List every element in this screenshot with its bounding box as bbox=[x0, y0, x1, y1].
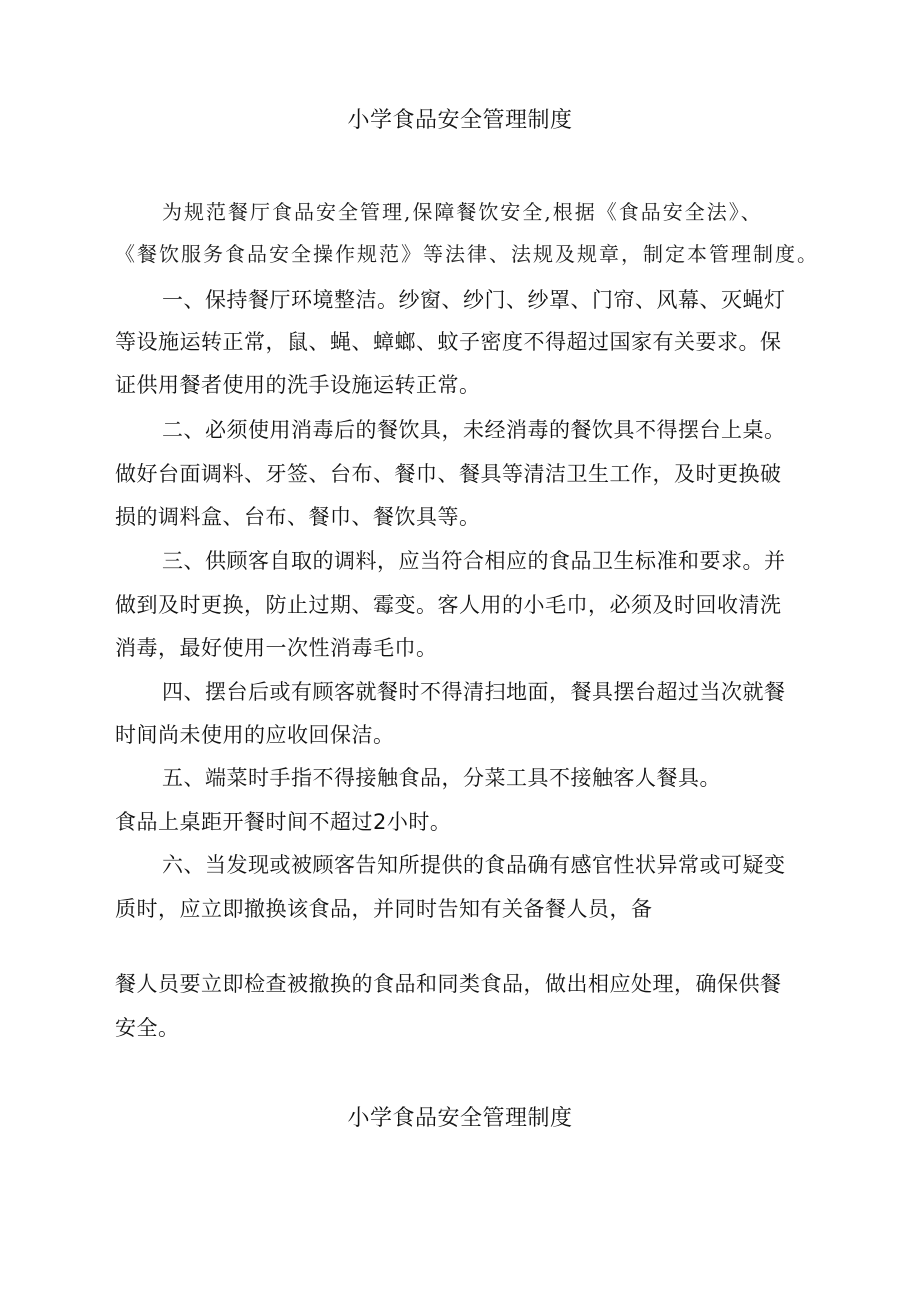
section-2-line-2: 做好台面调料、牙签、台布、餐巾、餐具等清洁卫生工作，及时更换破 bbox=[115, 462, 782, 486]
section-1-line-3: 证供用餐者使用的洗手设施运转正常。 bbox=[115, 373, 481, 397]
section-6-line-4: 安全。 bbox=[115, 1016, 180, 1040]
intro-line-1: 为规范餐厅食品安全管理,保障餐饮安全,根据《食品安全法》、 bbox=[162, 200, 763, 224]
section-1-line-1: 一、保持餐厅环境整洁。纱窗、纱门、纱罩、门帘、风幕、灭蝇灯 bbox=[162, 288, 786, 312]
section-4-line-2: 时间尚未使用的应收回保洁。 bbox=[115, 723, 395, 747]
section-5-line-1: 五、端菜时手指不得接触食品，分菜工具不接触客人餐具。 bbox=[162, 766, 721, 790]
section-2-line-1: 二、必须使用消毒后的餐饮具，未经消毒的餐饮具不得摆台上桌。 bbox=[162, 418, 786, 442]
intro-line-2: 《餐饮服务食品安全操作规范》等法律、法规及规章，制定本管理制度。 bbox=[115, 242, 819, 266]
section-6-line-2: 质时，应立即撤换该食品，并同时告知有关备餐人员，备 bbox=[115, 897, 653, 921]
section-3-line-3: 消毒，最好使用一次性消毒毛巾。 bbox=[115, 636, 438, 660]
section-3-line-1: 三、供顾客自取的调料，应当符合相应的食品卫生标准和要求。并 bbox=[162, 549, 786, 573]
footer-title: 小学食品安全管理制度 bbox=[347, 1106, 573, 1131]
section-2-line-3: 损的调料盒、台布、餐巾、餐饮具等。 bbox=[115, 505, 481, 529]
section-5-line-2: 食品上桌距开餐时间不超过2小时。 bbox=[115, 810, 452, 834]
section-3-line-2: 做到及时更换，防止过期、霉变。客人用的小毛巾，必须及时回收清洗 bbox=[115, 593, 782, 617]
section-4-line-1: 四、摆台后或有顾客就餐时不得清扫地面，餐具摆台超过当次就餐 bbox=[162, 680, 786, 704]
section-6-line-1: 六、当发现或被顾客告知所提供的食品确有感官性状异常或可疑变 bbox=[162, 853, 786, 877]
section-6-line-3: 餐人员要立即检查被撤换的食品和同类食品，做出相应处理，确保供餐 bbox=[115, 972, 782, 996]
section-1-line-2: 等设施运转正常，鼠、蝇、蟑螂、蚊子密度不得超过国家有关要求。保 bbox=[115, 330, 782, 354]
page-title: 小学食品安全管理制度 bbox=[347, 108, 573, 133]
